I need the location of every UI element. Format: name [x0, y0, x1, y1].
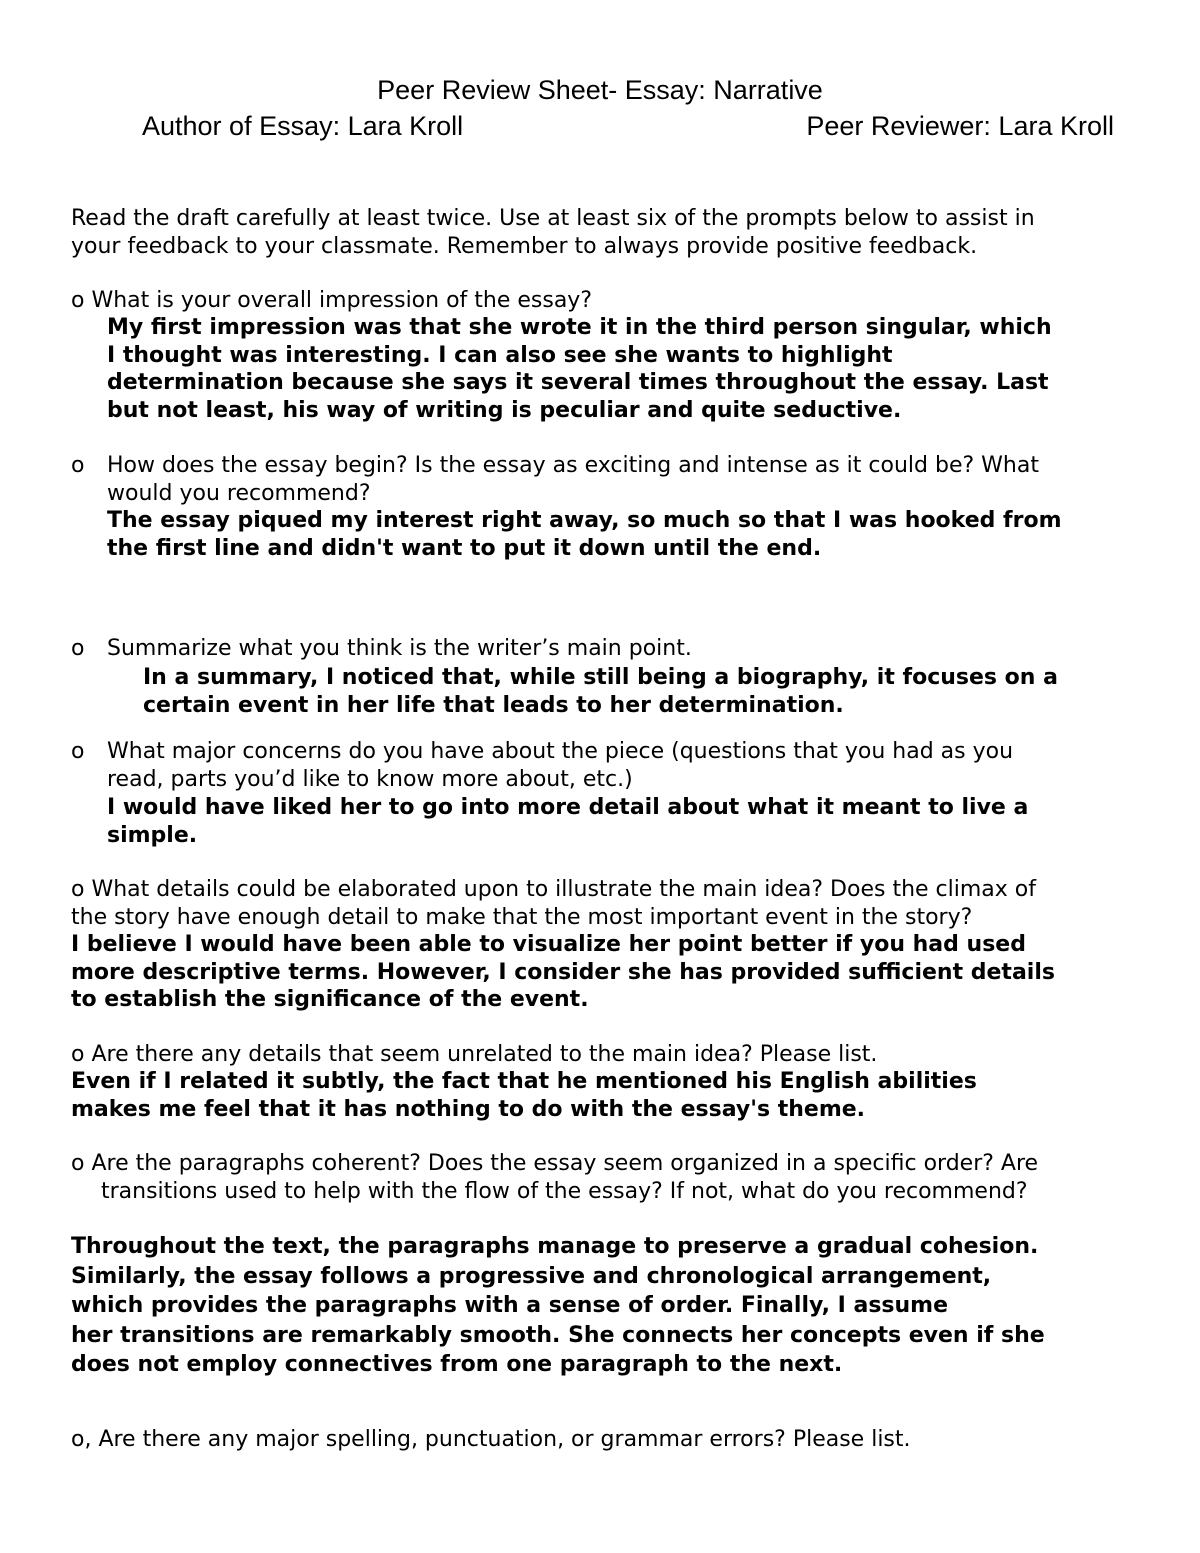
answer-line: In a summary, I noticed that, while still being a biography, it focuses on a — [143, 665, 1058, 690]
bullet: o — [71, 453, 85, 478]
question-line: transitions used to help with the flow of the essay? If not, what do you recommend? — [101, 1178, 1028, 1204]
question-major-concerns — [107, 738, 1013, 793]
answer-line: which provides the paragraphs with a sense of order. Finally, I assume — [71, 1293, 949, 1318]
answer-line: Similarly, the essay follows a progressive and chronological arrangement, — [71, 1263, 992, 1289]
peer-reviewer: Peer Reviewer: Lara Kroll — [806, 111, 1114, 141]
question-spelling-errors: o, Are there any major spelling, punctuation, or grammar errors? Please list. — [71, 1427, 911, 1452]
answer-line: certain event in her life that leads to her determination. — [143, 692, 844, 718]
question-main-point: Summarize what you think is the writer’s main point. — [107, 636, 692, 661]
answer-line: I believe I would have been able to visualize her point better if you had used — [71, 932, 1026, 957]
bullet: o — [71, 739, 85, 764]
answer-line: Throughout the text, the paragraphs manage to preserve a gradual cohesion. — [71, 1234, 1039, 1259]
question-line: would you recommend? — [107, 480, 371, 506]
answer-line: I would have liked her to go into more detail about what it meant to live a — [107, 795, 1029, 820]
answer-line: simple. — [107, 822, 198, 848]
answer-essay-begin — [107, 507, 1062, 562]
answer-line: My first impression was that she wrote it in the third person singular, which — [107, 315, 1052, 340]
question-elaborated-details — [71, 876, 1036, 931]
answer-line: to establish the significance of the event. — [71, 987, 589, 1012]
instructions-line: your feedback to your classmate. Remember to always provide positive feedback. — [71, 233, 978, 259]
answer-unrelated-details — [71, 1068, 977, 1123]
question-line: What major concerns do you have about the piece (questions that you had as you — [107, 739, 1014, 764]
question-line: read, parts you’d like to know more about, etc.) — [107, 766, 633, 792]
answer-line: The essay piqued my interest right away, so much so that I was hooked from — [107, 508, 1062, 533]
author-of-essay: Author of Essay: Lara Kroll — [142, 111, 464, 141]
answer-elaborated-details — [71, 931, 1055, 1014]
answer-line: but not least, his way of writing is peculiar and quite seductive. — [107, 397, 902, 423]
question-unrelated-details: o Are there any details that seem unrelated to the main idea? Please list. — [71, 1042, 878, 1067]
bullet: o — [71, 636, 85, 661]
answer-line: Even if I related it subtly, the fact that he mentioned his English abilities — [71, 1069, 977, 1094]
question-essay-begin — [107, 452, 1039, 507]
instructions-line: Read the draft carefully at least twice. Use at least six of the prompts below to assist in — [71, 206, 1035, 231]
answer-line: determination because she says it several times throughout the essay. Last — [107, 370, 1049, 395]
answer-paragraph-coherence — [71, 1232, 1045, 1380]
answer-major-concerns — [107, 794, 1028, 849]
question-overall-impression: o What is your overall impression of the essay? — [71, 288, 593, 313]
answer-line: does not employ connectives from one paragraph to the next. — [71, 1352, 843, 1377]
answer-overall-impression — [107, 314, 1052, 424]
question-line: o What details could be elaborated upon to illustrate the main idea? Does the climax of — [71, 877, 1036, 902]
answer-line: the first line and didn't want to put it down until the end. — [107, 535, 822, 561]
answer-line: her transitions are remarkably smooth. She connects her concepts even if she — [71, 1322, 1045, 1348]
answer-line: I thought was interesting. I can also see she wants to highlight — [107, 342, 893, 368]
instructions — [71, 205, 1035, 260]
question-paragraph-coherence — [71, 1150, 1038, 1205]
answer-main-point — [143, 664, 1058, 719]
page-title: Peer Review Sheet- Essay: Narrative — [377, 75, 823, 105]
question-line: the story have enough detail to make that the most important event in the story? — [71, 904, 973, 930]
answer-line: more descriptive terms. However, I consider she has provided sufficient details — [71, 959, 1055, 985]
answer-line: makes me feel that it has nothing to do with the essay's theme. — [71, 1096, 866, 1122]
question-line: o Are the paragraphs coherent? Does the essay seem organized in a specific order? Are — [71, 1151, 1039, 1176]
question-line: How does the essay begin? Is the essay as exciting and intense as it could be? What — [107, 453, 1039, 478]
